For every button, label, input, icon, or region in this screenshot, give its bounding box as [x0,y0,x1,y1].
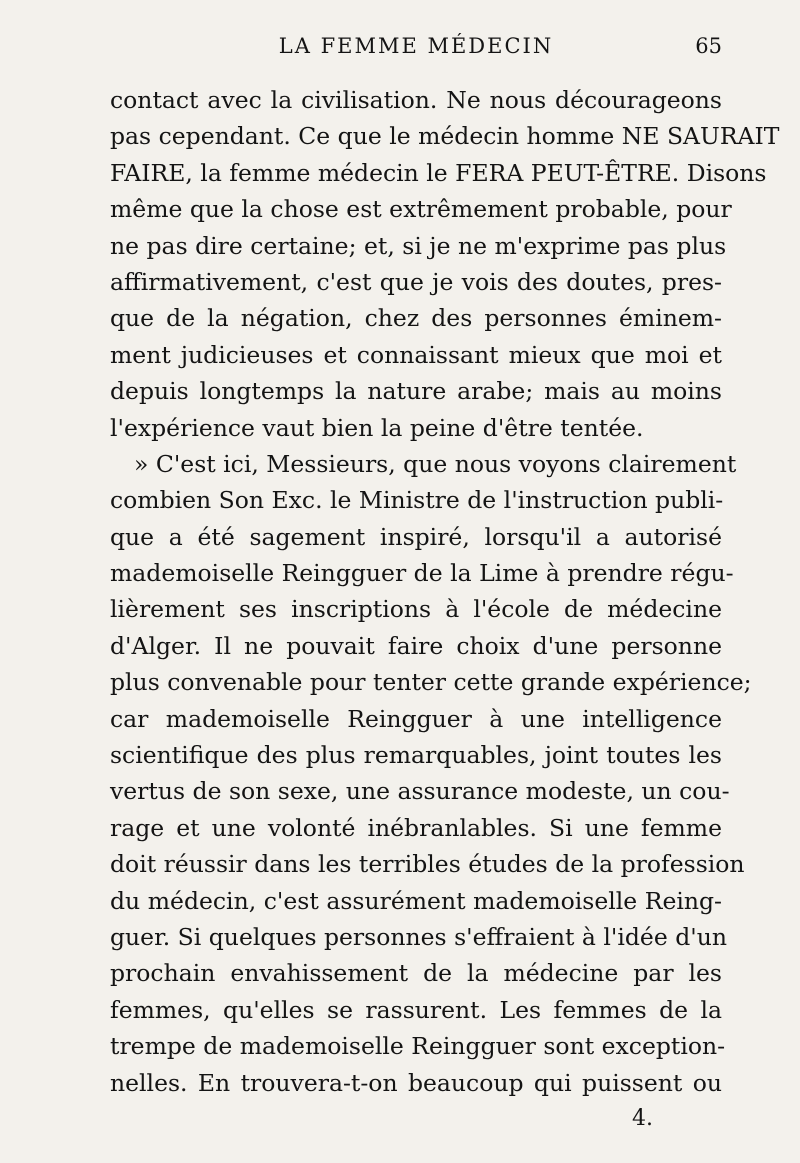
signature-mark: 4. [632,1106,653,1131]
text-line: d'Alger. Il ne pouvait faire choix d'une personne [110,631,722,660]
text-line: contact avec la civilisation. Ne nous décourageons [110,86,722,114]
text-line: scientifique des plus remarquables, joint toutes les [110,741,722,770]
text-line: doit réussir dans les terribles études de la profession [110,850,745,879]
body-text [110,82,780,1101]
text-line: du médecin, c'est assurément mademoiselle Reing- [110,886,722,915]
text-line: combien Son Exc. le Ministre de l'instruction publi- [110,486,724,515]
text-line: » C'est ici, Messieurs, que nous voyons clairement [134,449,737,478]
text-line: plus convenable pour tenter cette grande expérience; [110,668,752,697]
text-line: mademoiselle Reingguer de la Lime à prendre régu- [110,559,734,588]
text-line: même que la chose est extrêmement probable, pour [110,195,732,224]
text-line: vertus de son sexe, une assurance modeste, un cou- [110,777,730,806]
text-line: que a été sagement inspiré, lorsqu'il a autorisé [110,522,722,551]
text-line: femmes, qu'elles se rassurent. Les femmes de la [110,995,722,1024]
text-line: prochain envahissement de la médecine par les [110,959,722,988]
text-line: depuis longtemps la nature arabe; mais au moins [110,377,722,406]
text-line: pas cependant. Ce que le médecin homme NE SAURAIT [110,122,780,151]
running-title: LA FEMME MÉDECIN [278,34,554,58]
page-header [110,30,722,66]
page-number: 65 [695,34,722,58]
text-line: rage et une volonté inébranlables. Si une femme [110,813,722,842]
text-line: lièrement ses inscriptions à l'école de médecine [110,595,722,624]
text-line: trempe de mademoiselle Reingguer sont exception- [110,1032,726,1061]
text-line: ne pas dire certaine; et, si je ne m'exprime pas plus [110,231,727,260]
text-line: que de la négation, chez des personnes éminem- [110,304,722,333]
text-line: FAIRE, la femme médecin le FERA PEUT-ÊTRE. Disons [110,158,767,187]
text-line: nelles. En trouvera-t-on beaucoup qui puissent ou [110,1068,722,1097]
text-line: l'expérience vaut bien la peine d'être tentée. [110,413,644,442]
text-line: affirmativement, c'est que je vois des doutes, pres- [110,267,722,296]
text-line: ment judicieuses et connaissant mieux que moi et [110,340,722,369]
text-line: guer. Si quelques personnes s'effraient à l'idée d'un [110,922,727,951]
text-line: car mademoiselle Reingguer à une intelligence [110,704,722,733]
